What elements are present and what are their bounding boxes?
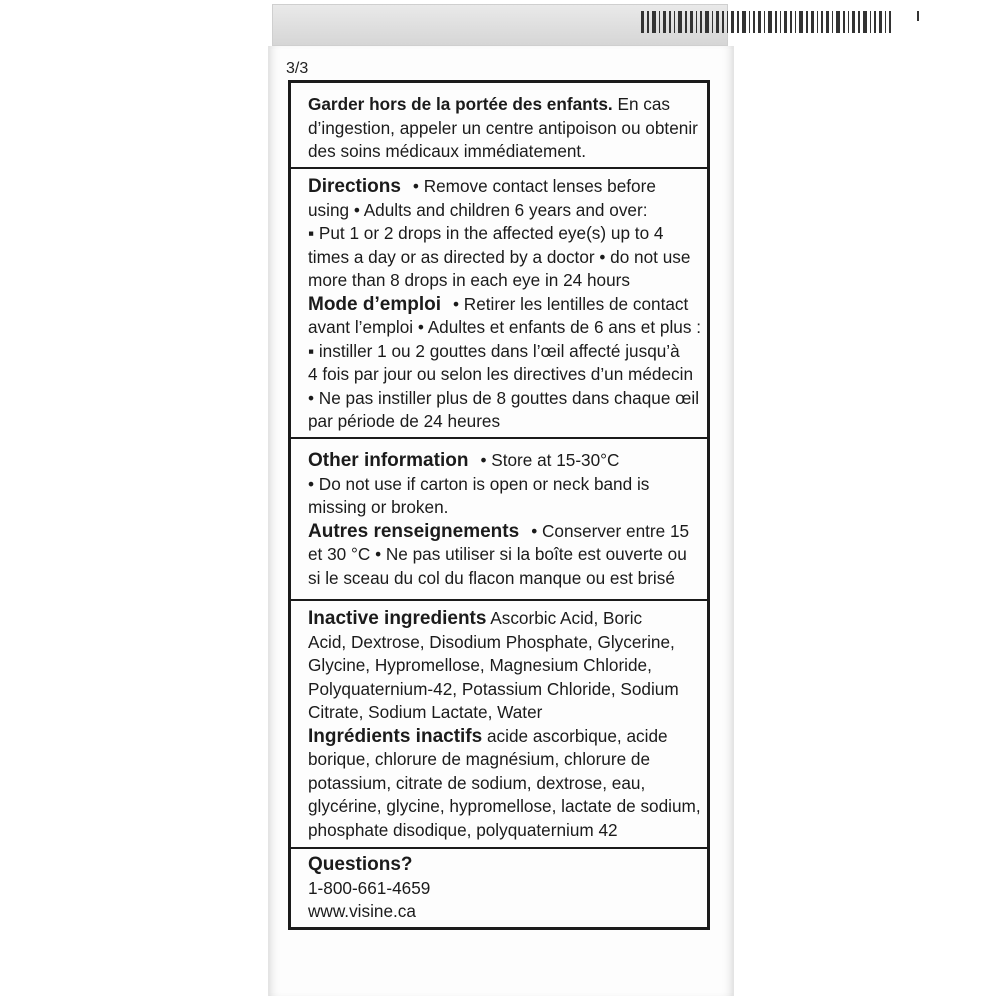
inactive-ingredients-section <box>291 603 707 849</box>
other-information-section <box>291 441 707 601</box>
warning-line: d’ingestion, appeler un centre antipoison ou obtenir <box>308 117 698 138</box>
warning-bold-text: Garder hors de la portée des enfants. <box>308 94 613 114</box>
warning-section <box>291 83 707 169</box>
website-link[interactable]: www.visine.ca <box>308 901 416 921</box>
directions-section <box>291 171 707 439</box>
mode-emploi-line: • Retirer les lentilles de contact <box>453 293 689 314</box>
ingredients-inactifs-line: acide ascorbique, acide <box>482 725 668 746</box>
ingredients-inactifs-line: potassium, citrate de sodium, dextrose, eau, <box>308 772 646 793</box>
autres-renseignements-line: • Conserver entre 15 <box>531 520 690 541</box>
mode-emploi-line: ▪ instiller 1 ou 2 gouttes dans l’œil affecté jusqu’à <box>308 340 680 361</box>
other-information-line: • Store at 15-30°C <box>480 450 620 470</box>
inactive-ingredients-line: Polyquaternium-42, Potassium Chloride, Sodium <box>308 678 679 699</box>
questions-section <box>291 851 707 927</box>
ingredients-inactifs-line: borique, chlorure de magnésium, chlorure de <box>308 749 651 769</box>
inactive-ingredients-line: Ascorbic Acid, Boric <box>486 608 643 628</box>
inactive-ingredients-line: Acid, Dextrose, Disodium Phosphate, Glycerine, <box>308 631 675 652</box>
directions-line: ▪ Put 1 or 2 drops in the affected eye(s) up to 4 <box>308 223 664 243</box>
ingredients-inactifs-line: phosphate disodique, polyquaternium 42 <box>308 819 618 840</box>
mode-emploi-line: par période de 24 heures <box>308 411 501 431</box>
other-information-heading: Other information <box>308 450 469 471</box>
autres-renseignements-heading: Autres renseignements <box>308 520 520 542</box>
directions-heading: Directions <box>308 176 401 197</box>
directions-line: • Remove contact lenses before <box>412 176 656 196</box>
autres-renseignements-line: et 30 °C • Ne pas utiliser si la boîte est ouverte ou <box>308 544 687 564</box>
mode-emploi-heading: Mode d’emploi <box>308 293 441 315</box>
other-information-line: • Do not use if carton is open or neck band is <box>308 473 650 494</box>
questions-heading: Questions? <box>308 854 413 875</box>
directions-line: using • Adults and children 6 years and over: <box>308 199 648 220</box>
carton-top-flap <box>272 4 728 46</box>
inactive-ingredients-line: Glycine, Hypromellose, Magnesium Chloride, <box>308 655 652 675</box>
page-number: 3/3 <box>286 60 309 77</box>
warning-line: des soins médicaux immédiatement. <box>308 141 586 161</box>
drug-facts-panel <box>288 80 710 930</box>
other-information-line: missing or broken. <box>308 497 449 517</box>
ingredients-inactifs-line: glycérine, glycine, hypromellose, lactate de sodium, <box>308 796 701 816</box>
phone-number: 1-800-661-4659 <box>308 877 431 898</box>
inactive-ingredients-line: Citrate, Sodium Lactate, Water <box>308 702 543 722</box>
autres-renseignements-line: si le sceau du col du flacon manque ou est brisé <box>308 567 675 588</box>
barcode-graphic <box>641 11 921 33</box>
directions-line: times a day or as directed by a doctor • do not use <box>308 246 691 267</box>
inactive-ingredients-heading: Inactive ingredients <box>308 608 487 629</box>
mode-emploi-line: avant l’emploi • Adultes et enfants de 6 ans et plus : <box>308 317 701 337</box>
warning-line: En cas <box>612 94 671 114</box>
ingredients-inactifs-heading: Ingrédients inactifs <box>308 725 483 747</box>
directions-line: more than 8 drops in each eye in 24 hours <box>308 270 630 290</box>
mode-emploi-line: 4 fois par jour ou selon les directives d’un médecin <box>308 364 694 384</box>
mode-emploi-line: • Ne pas instiller plus de 8 gouttes dans chaque œil <box>308 387 700 408</box>
